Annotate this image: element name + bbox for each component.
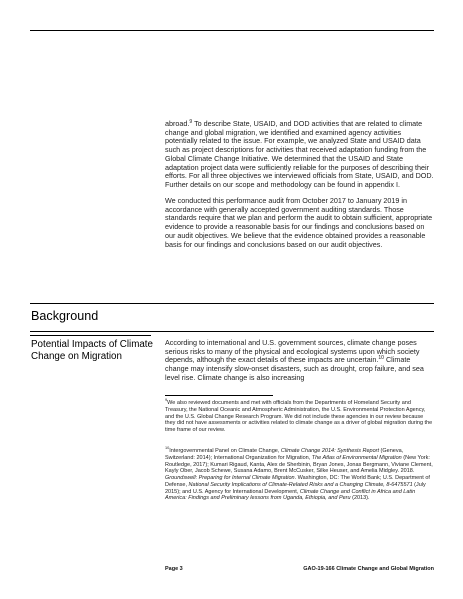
footnote-10-text-6: (2013).	[350, 495, 370, 502]
footnote-ref-10: 10	[378, 355, 384, 362]
footnote-10-number: 10	[165, 446, 170, 450]
paragraph-1-text-a: abroad.	[165, 119, 190, 128]
footer-page-number: Page 3	[165, 566, 183, 572]
footnote-10-text-5: (July 2015); and U.S. Agency for International Development,	[165, 481, 426, 495]
footnote-10-title-1: Climate Change 2014: Synthesis Report	[280, 448, 380, 454]
footnote-separator	[165, 395, 273, 396]
footnote-9	[165, 400, 433, 434]
section-heading-background: Background	[31, 309, 99, 323]
paragraph-3-text-a: According to international and U.S. government sources, climate change poses serious risks to many of the physical and ecological systems upon which society depends, although the exact details of these impacts are uncertain.	[165, 338, 420, 365]
footnote-10-text-4: . Washington, DC: The World Bank; U.S. Department of Defense,	[165, 475, 430, 488]
body-paragraph-1	[165, 120, 435, 190]
footnote-10	[165, 448, 433, 502]
footnote-ref-9: 9	[189, 119, 193, 125]
body-paragraph-2: We conducted this performance audit from October 2017 to January 2019 in accordance with generally accepted government auditing standards. Those standards require that we plan and perform the audit to obtain sufficient, appropriate evidence to provide a reasonable basis for our findings and conclusions based on our audit objectives. We believe that the evidence obtained provides a reasonable basis for our findings and conclusions based on our audit objectives.	[165, 196, 433, 249]
header-rule	[30, 30, 434, 31]
footnote-10-title-3: Groundswell: Preparing for Internal Climate Migration	[165, 475, 295, 481]
footnote-10-title-5: Climate Change and Conflict in Africa and Latin America: Findings and Preliminary lessons from Uganda, Ethiopia, and Peru	[165, 488, 416, 502]
side-heading-climate-migration: Potential Impacts of Climate Change on Migration	[31, 339, 153, 362]
side-heading-rule	[30, 335, 151, 336]
body-paragraph-3	[165, 339, 435, 383]
section-rule-top	[30, 303, 434, 304]
paragraph-3-text-b: Climate change may intensify slow-onset disasters, such as drought, crop failure, and sea level rise. Climate change is also increasing	[165, 355, 424, 382]
footnote-9-number: 9	[165, 398, 168, 402]
footnote-10-title-4: National Security Implications of Climate-Related Risks and a Changing Climate, 8-6475571	[188, 481, 413, 488]
footnote-10-text-2: (Geneva, Switzerland: 2014); International Organization for Migration,	[165, 448, 404, 461]
paragraph-1-text-b: To describe State, USAID, and DOD activities that are related to climate change and global migration, we identified and examined agency activities potentially related to the issue. For example, we analyzed State and USAID data such as project descriptions for activities that received adaptation funding from the Global Climate Change Initiative. We determined that the USAID and State adaptation project data were sufficiently reliable for the purposes of describing their efforts. For all three objectives we interviewed officials from State, USAID, and DOD. Further details on our scope and methodology can be found in appendix I.	[165, 119, 434, 189]
footnote-9-text: We also reviewed documents and met with officials from the Departments of Homeland Security and Treasury, the National Oceanic and Atmospheric Administration, the U.S. Environmental Protection Agency, and the U.S. Global Change Research Program. We did not include these agencies in our review because they did not have assessments or activities related to climate change as a driver of global migration during the time frame of our review.	[165, 400, 433, 433]
footer-report-title: GAO-19-166 Climate Change and Global Migration	[303, 566, 434, 572]
footnote-10-text-3: (New York: Routledge, 2017); Kumari Rigaud, Kanta, Alex de Sherbinin, Bryan Jones, Jonas Bergmann, Viviane Clement, Kayly Ober, Jacob Schewe, Susana Adamo, Brent McCusker, Silke Heuser, and Amelia Midgley. 2018.	[165, 454, 433, 475]
section-rule-bottom	[30, 331, 434, 332]
footnote-10-text-1: Intergovernmental Panel on Climate Change,	[169, 448, 281, 454]
footnote-10-title-2: The Atlas of Environmental Migration	[311, 454, 402, 461]
